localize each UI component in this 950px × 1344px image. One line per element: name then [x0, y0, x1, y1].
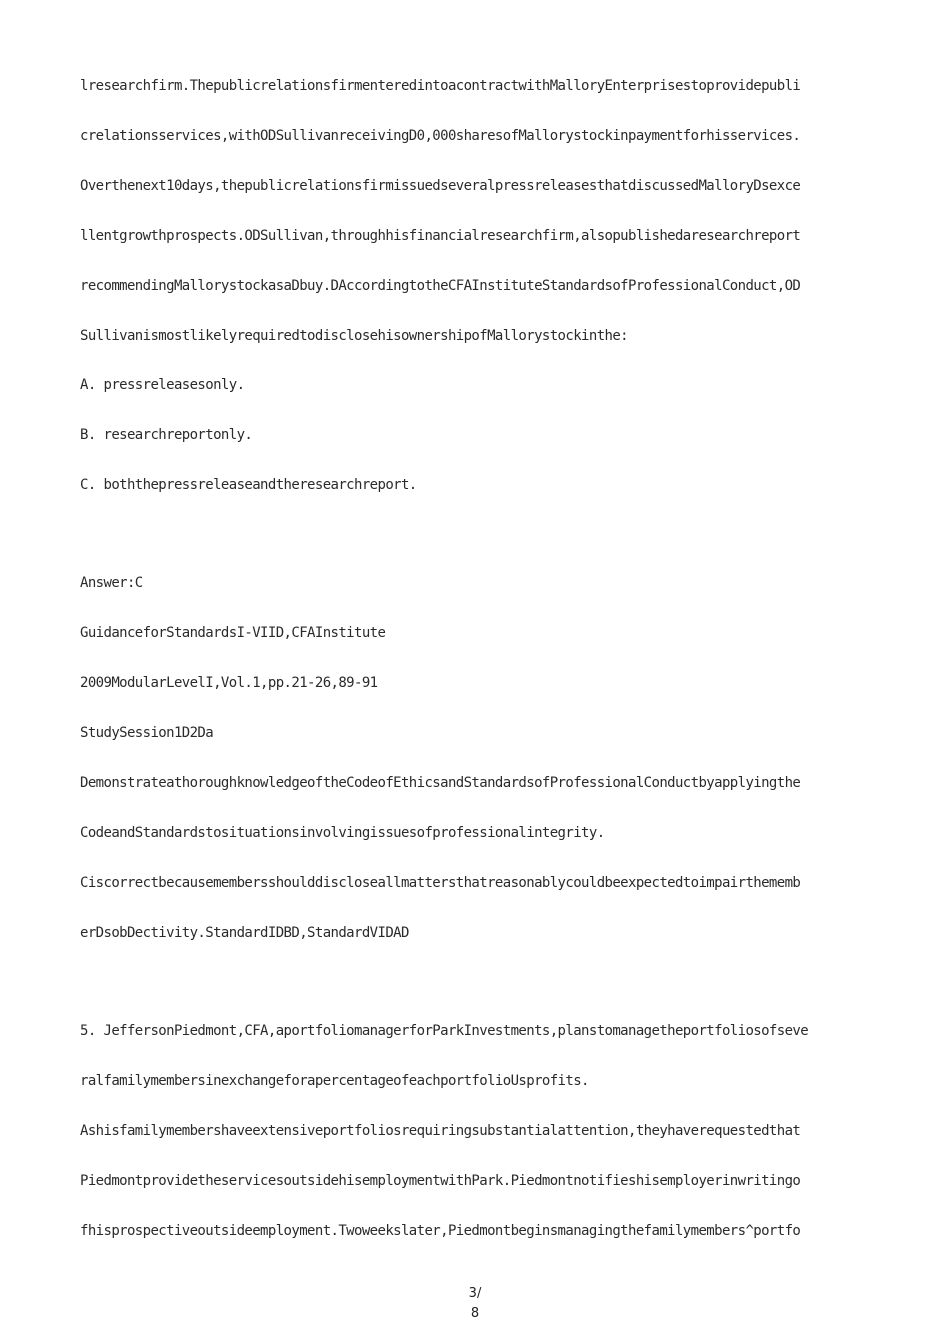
page-number-bottom: 8 [470, 1306, 480, 1321]
question4-option-a: A. pressreleasesonly. [80, 377, 245, 393]
explanation-line: GuidanceforStandardsI-VIID,CFAInstitute [80, 625, 386, 641]
explanation-line: 2009ModularLevelI,Vol.1,pp.21-26,89-91 [80, 675, 378, 691]
explanation-line: CodeandStandardstosituationsinvolvingissuesofprofessionalintegrity. [80, 825, 605, 841]
question5-stem-line: Ashisfamilymembershaveextensiveportfoliosrequiringsubstantialattention,theyhaverequestedthat [80, 1123, 801, 1139]
question4-answer: Answer:C [80, 575, 143, 591]
question4-stem-line: Overthenext10days,thepublicrelationsfirmissuedseveralpressreleasesthatdiscussedMalloryDsexce [80, 178, 801, 194]
question5-stem-line: fhisprospectiveoutsideemployment.Twoweekslater,Piedmontbeginsmanagingthefamilymembers^portfo [80, 1223, 801, 1239]
question4-stem-line: crelationsservices,withODSullivanreceivingD0,000sharesofMallorystockinpaymentforhisservices. [80, 128, 801, 144]
question4-stem-line: recommendingMallorystockasaDbuy.DAccordingtotheCFAInstituteStandardsofProfessionalConduct,OD [80, 278, 801, 294]
question4-stem-line: llentgrowthprospects.ODSullivan,throughhisfinancialresearchfirm,alsopublishedaresearchreport [80, 228, 801, 244]
explanation-line: Ciscorrectbecausemembersshoulddiscloseallmattersthatreasonablycouldbeexpectedtoimpairthememb [80, 875, 801, 891]
question5-stem-line: PiedmontprovidetheservicesoutsidehisemploymentwithPark.Piedmontnotifieshisemployerinwritingo [80, 1173, 801, 1189]
question4-option-c: C. boththepressreleaseandtheresearchreport. [80, 477, 417, 493]
page-number-top: 3/ [468, 1286, 482, 1301]
question5-stem-line: ralfamilymembersinexchangeforapercentageofeachportfolioUsprofits. [80, 1073, 589, 1089]
question4-stem-line: SullivanismostlikelyrequiredtodisclosehisownershipofMallorystockinthe: [80, 328, 629, 344]
explanation-line: DemonstrateathoroughknowledgeoftheCodeofEthicsandStandardsofProfessionalConductbyapplyingthe [80, 775, 801, 791]
explanation-line: StudySession1D2Da [80, 725, 214, 741]
explanation-line: erDsobDectivity.StandardIDBD,StandardVIDAD [80, 925, 409, 941]
question4-option-b: B. researchreportonly. [80, 427, 253, 443]
question5-stem-line: 5. JeffersonPiedmont,CFA,aportfoliomanagerforParkInvestments,planstomanagetheportfoliosofseve [80, 1023, 809, 1039]
question4-stem-line: lresearchfirm.ThepublicrelationsfirmenteredintoacontractwithMalloryEnterprisestoprovidepubli [80, 78, 801, 94]
